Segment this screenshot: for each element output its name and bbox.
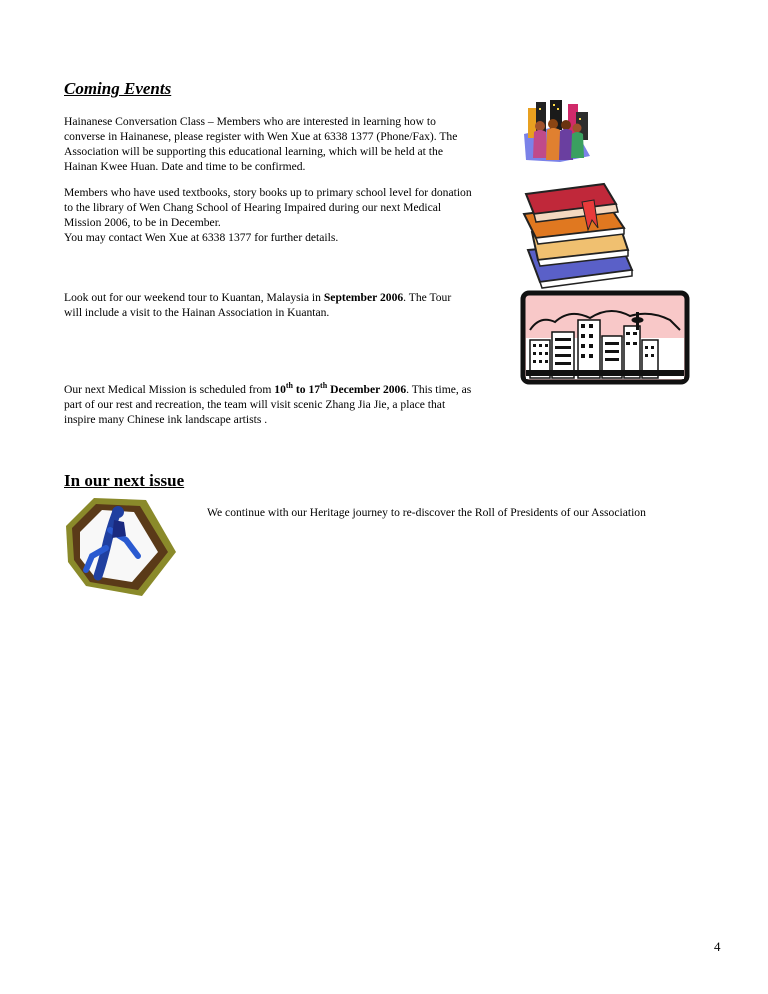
event-line: Hainan Kwee Huan. Date and time to be confirmed. [64,160,306,173]
event-line: part of our rest and recreation, the team will visit scenic Zhang Jia Jie, a place that [64,398,446,411]
event-kuantan-tour [64,290,514,320]
event-line [64,290,514,305]
text-run: . This time, as [406,383,472,396]
mission-dates [274,383,406,396]
tour-date: September 2006 [323,291,404,304]
text-run: to 17 [292,383,321,396]
coming-events-heading: Coming Events [64,79,172,98]
text-run: Our next Medical Mission is scheduled from [64,383,275,396]
event-medical-mission [64,382,514,427]
event-line: Mission 2006, to be in December. [64,216,221,229]
event-line: You may contact Wen Xue at 6338 1377 for further details. [64,231,339,244]
next-issue-text: We continue with our Heritage journey to re-discover the Roll of Presidents of our Association [207,506,646,519]
event-book-donation [64,185,514,245]
page-number: 4 [714,939,721,954]
ordinal-suffix: th [320,381,328,391]
text-run: December 2006 [327,383,407,396]
books-stack-clipart [520,180,645,290]
event-line: will include a visit to the Hainan Association in Kuantan. [64,306,330,319]
text-run: Look out for our weekend tour to Kuantan, Malaysia in [64,291,324,304]
event-line [64,382,514,397]
event-line: converse in Hainanese, please register with Wen Xue at 6338 1377 (Phone/Fax). The [64,130,458,143]
text-run: 10 [274,383,286,396]
event-line: Association will be supporting this educational learning, which will be held at the [64,145,443,158]
event-line: inspire many Chinese ink landscape artists . [64,413,268,426]
event-line: to the library of Wen Chang School of Hearing Impaired during our next Medical [64,201,442,214]
city-skyline-clipart [520,290,690,385]
event-hainanese-class [64,114,514,174]
people-city-clipart [520,98,592,164]
next-issue-heading: In our next issue [64,471,185,490]
ordinal-suffix: th [285,381,293,391]
event-line: Hainanese Conversation Class – Members who are interested in learning how to [64,115,436,128]
text-run: . The Tour [403,291,452,304]
event-line: Members who have used textbooks, story books up to primary school level for donation [64,186,472,199]
rock-climber-clipart [64,496,179,598]
